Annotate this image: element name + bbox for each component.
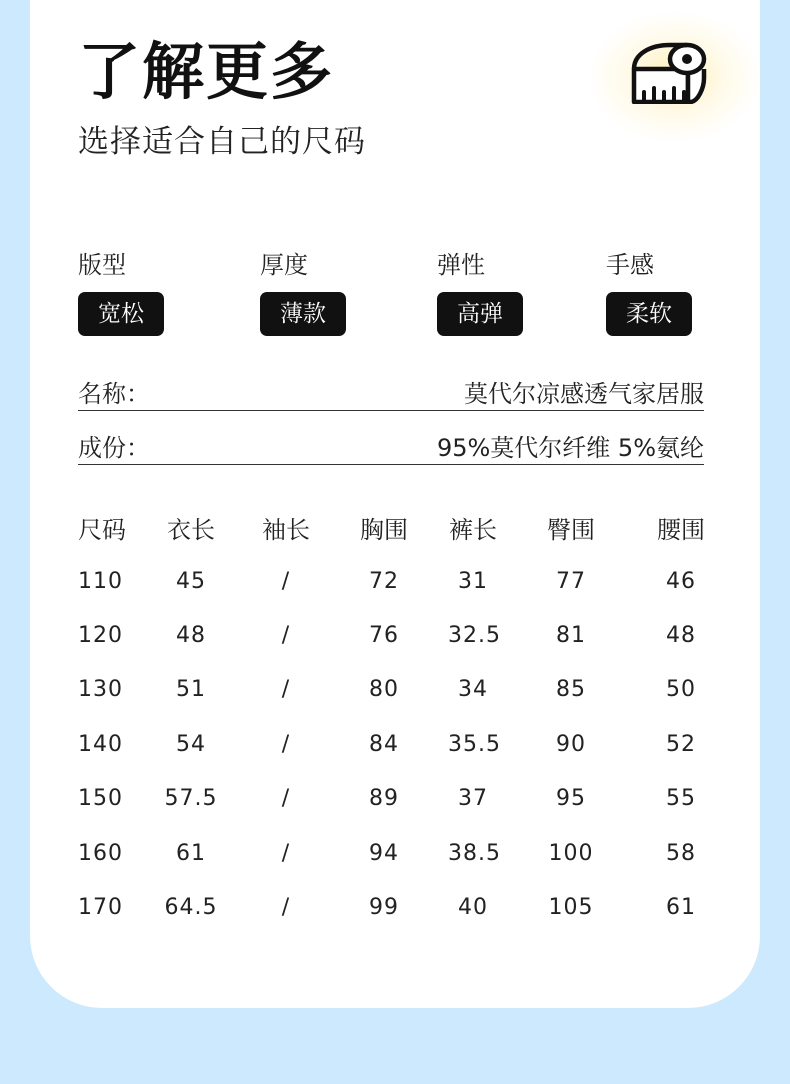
- table-cell: 120: [78, 623, 123, 649]
- table-cell: 130: [78, 677, 123, 703]
- header-top-length: 衣长: [167, 515, 215, 544]
- table-cell: 80: [369, 677, 399, 703]
- attr-feel: [606, 250, 726, 336]
- attr-elasticity-tag: 高弹: [437, 292, 523, 336]
- attr-thickness-label: 厚度: [260, 251, 308, 279]
- table-cell: 51: [176, 677, 206, 703]
- table-cell: /: [281, 731, 291, 757]
- header-hip: 臀围: [547, 515, 595, 544]
- table-cell: 50: [666, 677, 696, 703]
- table-cell: 150: [78, 786, 123, 812]
- table-cell: 55: [666, 786, 696, 812]
- name-label: 名称：: [78, 380, 150, 408]
- page-subtitle: 选择适合自己的尺码: [78, 124, 366, 160]
- table-cell: 46: [666, 568, 696, 594]
- header-waist: 腰围: [657, 515, 705, 544]
- table-row: [78, 663, 718, 717]
- info-row-name: [78, 370, 704, 411]
- table-cell: 81: [556, 623, 586, 649]
- table-cell: 140: [78, 731, 123, 757]
- table-cell: 99: [369, 895, 399, 921]
- table-cell: /: [281, 895, 291, 921]
- table-cell: 61: [176, 840, 206, 866]
- table-row: [78, 880, 718, 934]
- table-row: [78, 554, 718, 608]
- header-chest: 胸围: [360, 515, 408, 544]
- info-row-material: [78, 424, 704, 465]
- table-cell: 84: [369, 731, 399, 757]
- table-cell: 48: [666, 623, 696, 649]
- table-cell: 32.5: [448, 623, 501, 649]
- table-cell: 105: [548, 895, 594, 921]
- table-cell: 31: [458, 568, 488, 594]
- attr-feel-tag: 柔软: [606, 292, 692, 336]
- material-value: 95%莫代尔纤维 5%氨纶: [436, 434, 704, 462]
- table-cell: /: [281, 677, 291, 703]
- attr-feel-label: 手感: [606, 251, 654, 279]
- table-cell: /: [281, 786, 291, 812]
- page-title: 了解更多: [78, 35, 335, 108]
- table-cell: 95: [556, 786, 586, 812]
- table-header-row: [78, 500, 718, 554]
- table-cell: 57.5: [164, 786, 218, 812]
- material-label: 成份：: [78, 434, 150, 462]
- table-cell: 90: [556, 731, 586, 757]
- table-cell: 85: [556, 677, 586, 703]
- table-cell: 35.5: [448, 731, 501, 757]
- attr-fit-label: 版型: [78, 251, 126, 279]
- table-cell: 110: [78, 568, 123, 594]
- table-cell: 94: [369, 840, 399, 866]
- attr-fit-tag: 宽松: [78, 292, 164, 336]
- table-row: [78, 608, 718, 662]
- table-cell: 58: [666, 840, 696, 866]
- attr-elasticity: [437, 250, 557, 336]
- header-size: 尺码: [78, 515, 126, 544]
- table-cell: 64.5: [164, 895, 218, 921]
- header-sleeve-length: 袖长: [262, 515, 310, 544]
- attr-elasticity-label: 弹性: [437, 251, 485, 279]
- attr-fit: [78, 250, 198, 336]
- table-row: [78, 826, 718, 880]
- table-row: [78, 717, 718, 771]
- table-cell: 38.5: [448, 840, 501, 866]
- name-value: 莫代尔凉感透气家居服: [464, 380, 704, 408]
- size-chart-table: [78, 500, 718, 935]
- table-cell: 170: [78, 895, 123, 921]
- table-cell: 40: [458, 895, 488, 921]
- table-cell: 52: [666, 731, 696, 757]
- table-cell: 61: [666, 895, 696, 921]
- table-cell: 34: [458, 677, 488, 703]
- table-row: [78, 772, 718, 826]
- table-cell: 48: [176, 623, 206, 649]
- table-cell: /: [281, 840, 291, 866]
- table-cell: 45: [176, 568, 206, 594]
- measuring-tape-icon: [630, 42, 708, 104]
- table-cell: /: [281, 568, 291, 594]
- table-cell: 100: [548, 840, 594, 866]
- table-cell: 76: [369, 623, 399, 649]
- attr-thickness-tag: 薄款: [260, 292, 346, 336]
- table-cell: 37: [458, 786, 488, 812]
- table-cell: 72: [369, 568, 399, 594]
- table-cell: 89: [369, 786, 399, 812]
- header-pants-length: 裤长: [449, 515, 497, 544]
- table-cell: /: [281, 623, 291, 649]
- attr-thickness: [260, 250, 380, 336]
- table-cell: 160: [78, 840, 123, 866]
- table-cell: 54: [176, 731, 206, 757]
- table-cell: 77: [556, 568, 586, 594]
